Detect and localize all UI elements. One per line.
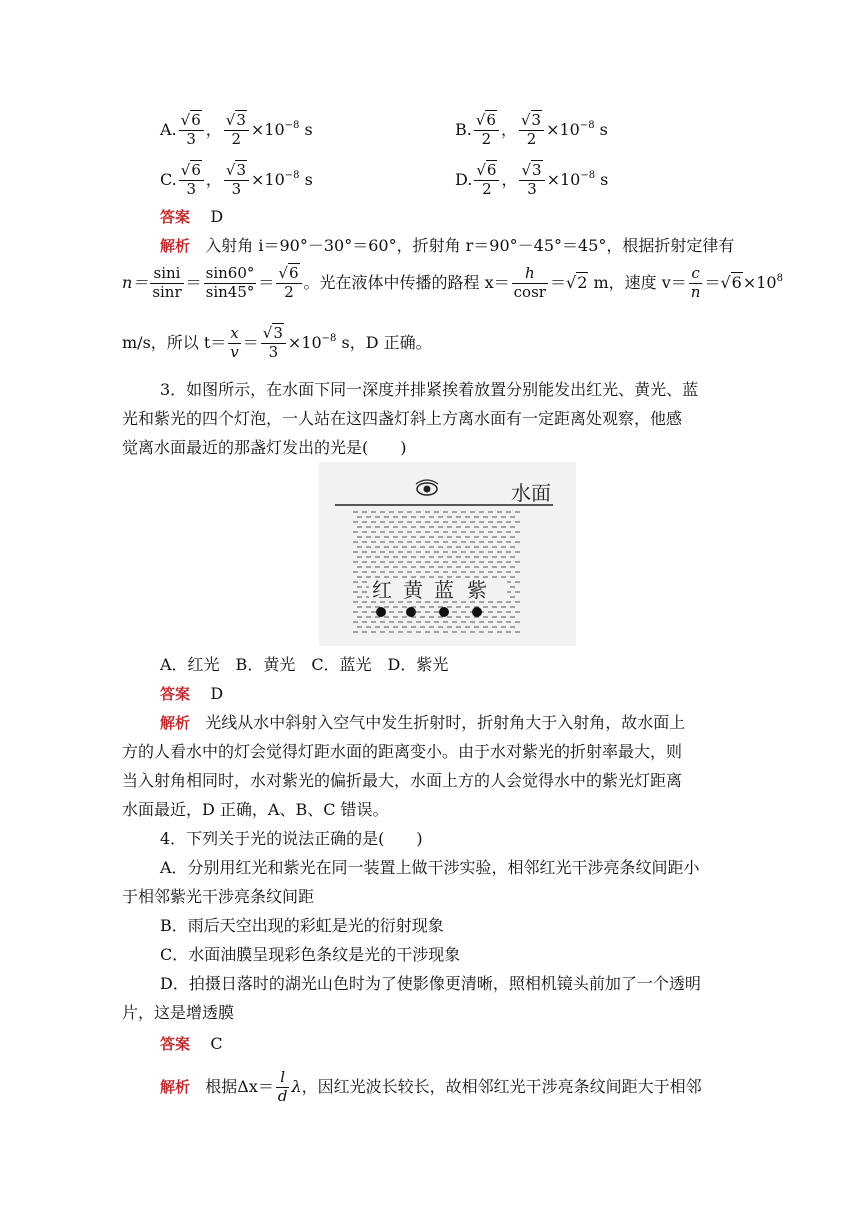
fraction: $\frac{√3}{3}$ — [224, 163, 249, 198]
fraction: $\frac{√6}{3}$ — [179, 163, 204, 198]
option-d: D. $\frac{√6}{2}$ ， $\frac{√3}{3}$ $\times 10^{-8}$ s — [455, 161, 609, 198]
fraction: $\frac{l}{d}$ — [277, 1068, 288, 1105]
answer-value: D — [210, 684, 224, 703]
answer-value: D — [210, 207, 224, 226]
q3-stem-line3: 觉离水面最近的那盏灯发出的光是( ) — [122, 438, 407, 457]
q3-stem-line2: 光和紫光的四个灯泡，一人站在这四盏灯斜上方离水面有一定距离处观察，他感 — [122, 409, 683, 428]
fraction: $\frac{\sin 60^\circ}{\sin 45^\circ}$ — [205, 264, 255, 301]
lamp-label-yellow: 黄 — [403, 580, 423, 602]
fraction: $\frac{√6}{2}$ — [276, 266, 301, 301]
q4-answer — [160, 1036, 223, 1052]
q2-analysis-line1: 解析 入射角 i＝90°－30°＝60°，折射角 r＝90°－45°＝45°，根据折射定律有 — [160, 236, 735, 255]
q4-option-c: C．水面油膜呈现彩色条纹是光的干涉现象 — [160, 945, 461, 964]
lamp-label-purple: 紫 — [467, 580, 487, 602]
fraction: $\frac{√6}{2}$ — [474, 163, 499, 198]
q4-option-b: B．雨后天空出现的彩虹是光的衍射现象 — [160, 916, 444, 935]
q3-options: A．红光 B．黄光 C．蓝光 D．紫光 — [160, 655, 449, 674]
analysis-label: 解析 — [160, 1077, 191, 1096]
q3-analysis-line2: 方的人看水中的灯会觉得灯距水面的距离变小。由于水对紫光的折射率最大，则 — [122, 742, 683, 761]
lamp-label-blue: 蓝 — [434, 580, 454, 602]
fraction: $\frac{\sin i}{\sin r}$ — [152, 264, 182, 301]
figure-drawing — [319, 462, 576, 646]
fraction: $\frac{√3}{3}$ — [261, 326, 286, 361]
fraction: $\frac{c}{n}$ — [690, 264, 701, 301]
q3-stem-line1: 3．如图所示，在水面下同一深度并排紧挨着放置分别能发出红光、黄光、蓝 — [160, 380, 699, 399]
water-lamps-figure — [319, 462, 576, 646]
fraction: $\frac{x}{v}$ — [230, 324, 239, 361]
fraction: $\frac{√3}{3}$ — [519, 163, 544, 198]
lamp-red — [376, 607, 386, 617]
q4-analysis: 解析 根据Δx＝ $\frac{l}{d}$ λ，因红光波长较长，故相邻红光干涉亮条纹间距大于相邻 — [160, 1068, 702, 1105]
answer-label: 答案 — [160, 1035, 191, 1053]
analysis-label: 解析 — [160, 714, 191, 732]
surface-label: 水面 — [511, 483, 551, 505]
lamp-label-red: 红 — [372, 580, 392, 602]
fraction: $\frac{√3}{2}$ — [519, 113, 544, 148]
lamp-blue — [439, 607, 449, 617]
q2-analysis-line2: n＝ $\frac{\sin i}{\sin r}$ ＝ $\frac{\sin 60^\circ}{\sin 45^\circ}$ ＝ $\frac{√6}{2}$ 。光在液体中传播的路程 x＝ $\frac{h}{\cos r}$ ＝√2 m，速度 v＝ $\frac{c}{n}$ $=√6\times 10^8$ — [122, 264, 783, 301]
q3-answer — [160, 686, 223, 702]
answer-label: 答案 — [160, 208, 191, 226]
q4-option-a-line2: 于相邻紫光干涉亮条纹间距 — [122, 887, 315, 906]
q4-stem: 4．下列关于光的说法正确的是( ) — [160, 829, 423, 848]
option-a: A. $\frac{√6}{3}$ ， $\frac{√3}{2}$ $\times 10^{-8}$ s — [160, 111, 313, 148]
q2-answer — [160, 209, 223, 225]
q3-analysis-line1: 解析 光线从水中斜射入空气中发生折射时，折射角大于入射角，故水面上 — [160, 713, 686, 732]
eye-icon — [416, 480, 438, 495]
answer-label: 答案 — [160, 685, 191, 703]
q3-analysis-line4: 水面最近，D 正确，A、B、C 错误。 — [122, 800, 389, 819]
answer-value: C — [210, 1034, 223, 1053]
fraction: $\frac{√6}{2}$ — [474, 113, 499, 148]
q4-option-d-line2: 片，这是增透膜 — [122, 1003, 235, 1022]
lamp-yellow — [406, 607, 416, 617]
fraction: $\frac{h}{\cos r}$ — [513, 264, 546, 301]
fraction: $\frac{√3}{2}$ — [224, 113, 249, 148]
option-c: C. $\frac{√6}{3}$ ， $\frac{√3}{3}$ $\times 10^{-8}$ s — [160, 161, 313, 198]
q4-option-d-line1: D．拍摄日落时的湖光山色时为了使影像更清晰，照相机镜头前加了一个透明 — [160, 974, 701, 993]
analysis-label: 解析 — [160, 237, 191, 255]
q3-analysis-line3: 当入射角相同时，水对紫光的偏折最大，水面上方的人会觉得水中的紫光灯距离 — [122, 771, 683, 790]
lamp-purple — [472, 607, 482, 617]
q2-analysis-line3: m/s，所以 t＝ $\frac{x}{v}$ ＝ $\frac{√3}{3}$ $\times 10^{-8}$ s，D 正确。 — [122, 324, 432, 361]
option-b: B. $\frac{√6}{2}$ ， $\frac{√3}{2}$ $\times 10^{-8}$ s — [455, 111, 608, 148]
fraction: $\frac{√6}{3}$ — [179, 113, 204, 148]
q4-option-a-line1: A．分别用红光和紫光在同一装置上做干涉实验，相邻红光干涉亮条纹间距小 — [160, 858, 700, 877]
